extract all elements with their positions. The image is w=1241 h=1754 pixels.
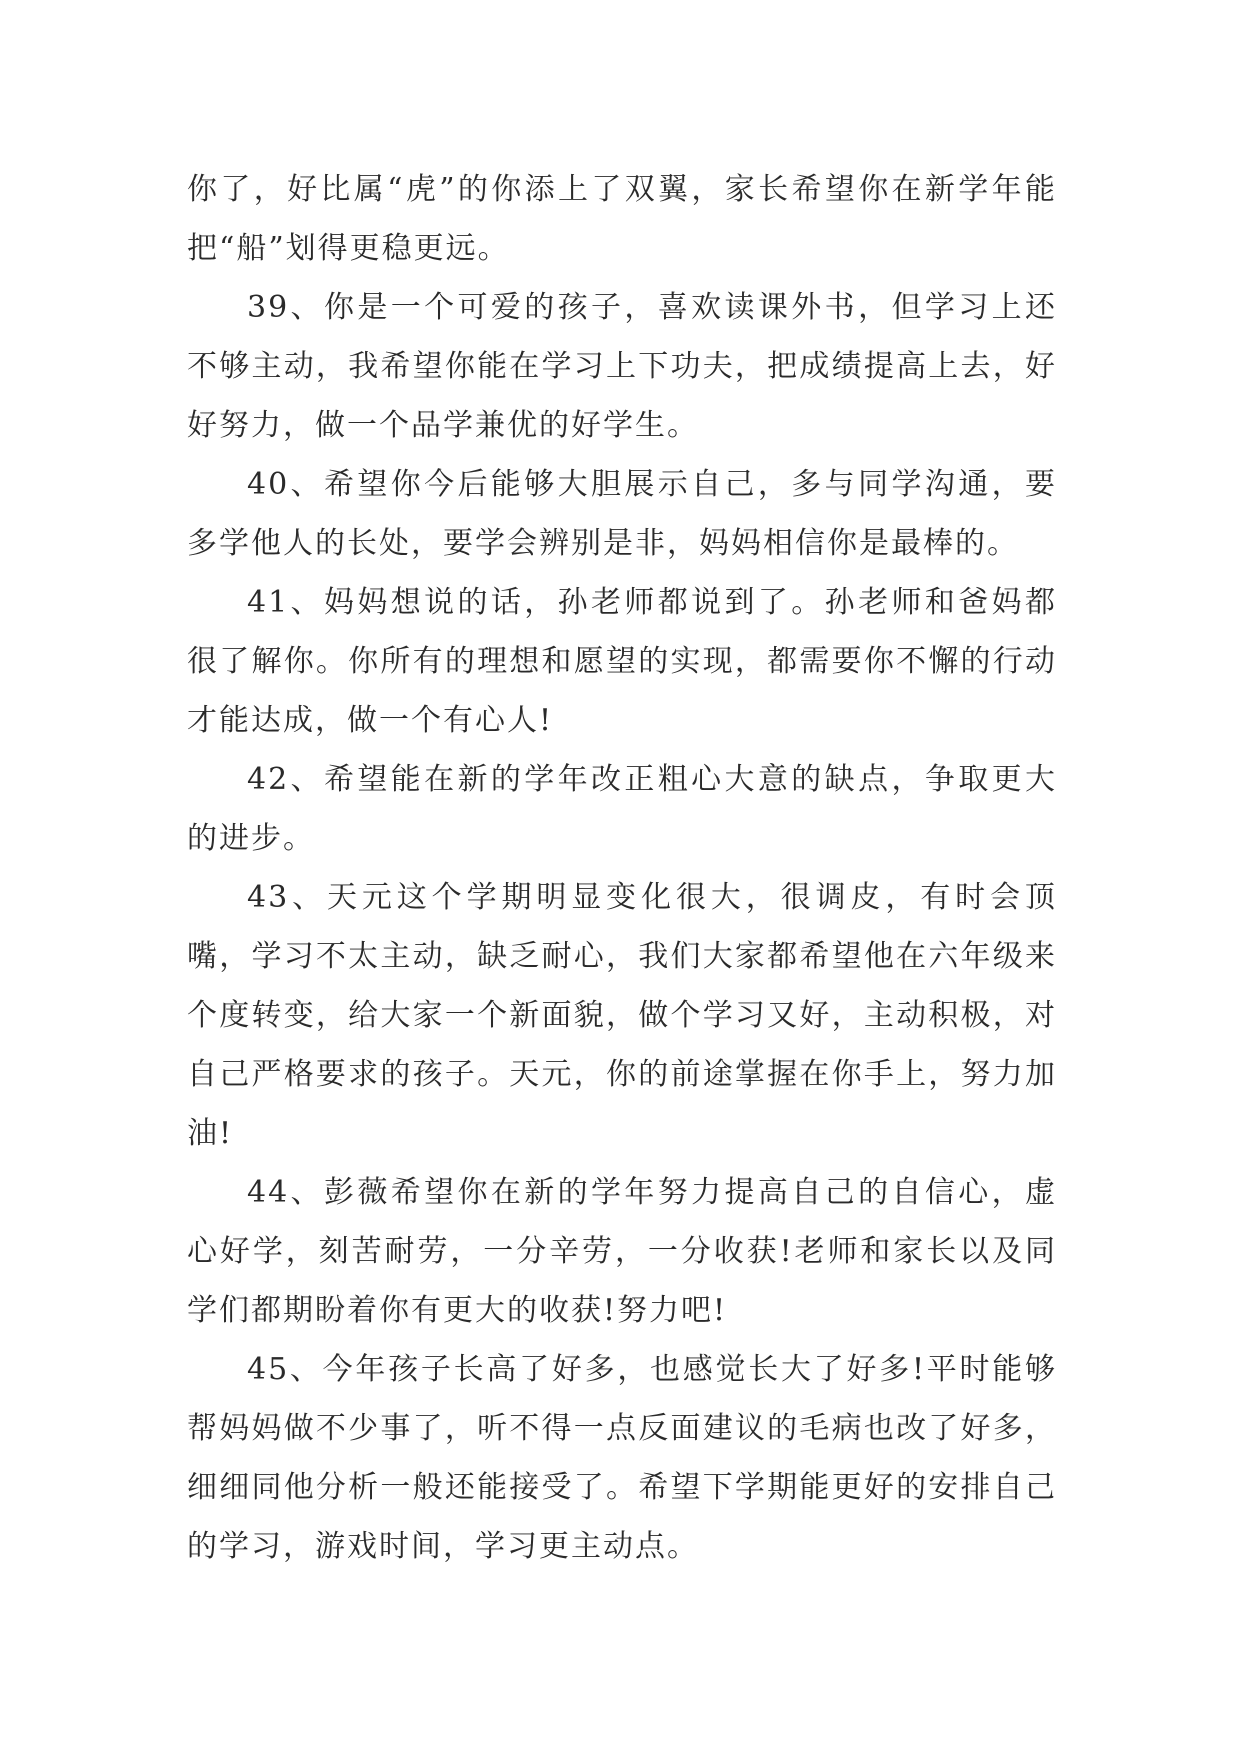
paragraph-41: 41、妈妈想说的话，孙老师都说到了。孙老师和爸妈都很了解你。你所有的理想和愿望的实现，都需要你不懈的行动才能达成，做一个有心人! bbox=[187, 585, 1057, 738]
paragraph-40: 40、希望你今后能够大胆展示自己，多与同学沟通，要多学他人的长处，要学会辨别是非，妈妈相信你是最棒的。 bbox=[187, 467, 1057, 561]
paragraph-continuation: 你了，好比属“虎”的你添上了双翼，家长希望你在新学年能把“船”划得更稳更远。 bbox=[187, 172, 1057, 266]
paragraph-42: 42、希望能在新的学年改正粗心大意的缺点，争取更大的进步。 bbox=[187, 762, 1057, 856]
paragraph-44: 44、彭薇希望你在新的学年努力提高自己的自信心，虚心好学，刻苦耐劳，一分辛劳，一分收获!老师和家长以及同学们都期盼着你有更大的收获!努力吧! bbox=[187, 1175, 1057, 1328]
paragraph-39: 39、你是一个可爱的孩子，喜欢读课外书，但学习上还不够主动，我希望你能在学习上下功夫，把成绩提高上去，好好努力，做一个品学兼优的好学生。 bbox=[187, 290, 1057, 443]
document-body bbox=[187, 160, 1057, 1576]
paragraph-43: 43、天元这个学期明显变化很大，很调皮，有时会顶嘴，学习不太主动，缺乏耐心，我们大家都希望他在六年级来个度转变，给大家一个新面貌，做个学习又好，主动积极，对自己严格要求的孩子。天元，你的前途掌握在你手上，努力加油! bbox=[187, 880, 1057, 1151]
paragraph-45: 45、今年孩子长高了好多，也感觉长大了好多!平时能够帮妈妈做不少事了，听不得一点反面建议的毛病也改了好多，细细同他分析一般还能接受了。希望下学期能更好的安排自己的学习，游戏时间，学习更主动点。 bbox=[187, 1352, 1057, 1564]
